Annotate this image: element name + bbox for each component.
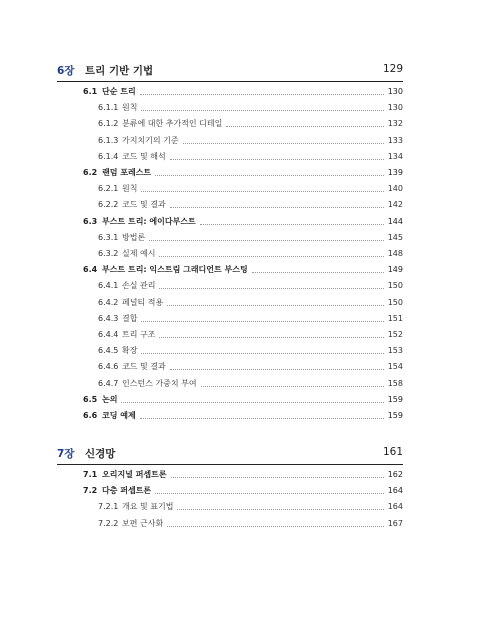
section-title: 부스트 트리: 익스트림 그래디언트 부스팅 — [102, 265, 248, 275]
section-page: 164 — [387, 502, 403, 512]
section-page: 162 — [387, 470, 403, 479]
section-page: 130 — [387, 87, 403, 96]
section-number: 6.3.1 — [98, 232, 119, 242]
toc-entry — [83, 483, 403, 496]
toc-entry — [83, 408, 403, 421]
section-number: 6.4.5 — [98, 346, 119, 356]
section-page: 153 — [387, 346, 403, 356]
dot-leader — [167, 304, 384, 306]
toc-entry — [83, 84, 403, 97]
section-number: 7.2.2 — [98, 518, 119, 528]
section-page: 132 — [387, 119, 403, 129]
toc-entry — [83, 467, 403, 480]
toc-entry — [98, 116, 403, 129]
section-number: 6.2.1 — [98, 184, 119, 194]
chapter-heading — [57, 446, 403, 465]
dot-leader — [140, 417, 384, 419]
section-number: 7.2 — [83, 486, 98, 496]
section-number: 6.5 — [83, 394, 98, 404]
chapter-title: 트리 기반 기법 — [85, 65, 154, 77]
section-page: 145 — [387, 232, 403, 242]
section-number: 6.1.1 — [98, 103, 119, 113]
toc-entry — [98, 246, 403, 259]
toc-entry — [98, 359, 403, 372]
dot-leader — [226, 125, 383, 127]
section-number: 6.3 — [83, 216, 98, 226]
dot-leader — [159, 336, 383, 338]
section-title: 페널티 적용 — [122, 297, 164, 307]
section-page: 159 — [387, 394, 403, 404]
section-title: 트리 구조 — [122, 330, 156, 339]
section-page: 151 — [387, 313, 403, 323]
section-number: 6.1 — [83, 87, 98, 96]
section-page: 149 — [387, 265, 403, 275]
dot-leader — [170, 206, 384, 208]
chapter-number: 6장 — [57, 65, 75, 77]
section-title: 랜덤 포레스트 — [102, 168, 152, 177]
section-number: 6.4.2 — [98, 297, 119, 307]
toc-entry — [98, 133, 403, 146]
section-page: 164 — [387, 486, 403, 496]
dot-leader — [159, 255, 383, 257]
section-title: 원칙 — [122, 184, 138, 194]
section-number: 6.4.1 — [98, 281, 119, 291]
dot-leader — [170, 368, 384, 370]
section-title: 원칙 — [122, 103, 138, 113]
dot-leader — [141, 109, 383, 111]
dot-leader — [201, 385, 384, 387]
section-title: 보편 근사화 — [122, 518, 164, 528]
section-title: 다층 퍼셉트론 — [102, 486, 152, 496]
toc-entry — [98, 376, 403, 389]
toc-entry — [98, 516, 403, 529]
section-title: 인스턴스 가중치 부여 — [122, 378, 197, 388]
section-page: 150 — [387, 297, 403, 307]
toc-entry — [98, 181, 403, 194]
section-title: 확장 — [122, 346, 138, 356]
section-page: 167 — [387, 518, 403, 528]
section-title: 방법론 — [122, 232, 146, 242]
toc-entry — [98, 499, 403, 512]
section-title: 결합 — [122, 313, 138, 323]
dot-leader — [155, 492, 384, 494]
dot-leader — [155, 174, 384, 176]
section-page: 134 — [387, 151, 403, 161]
toc-entry — [98, 197, 403, 210]
dot-leader — [171, 476, 384, 478]
toc-entry — [98, 100, 403, 113]
dot-leader — [170, 158, 384, 160]
section-title: 코드 및 해석 — [122, 151, 166, 161]
dot-leader — [200, 223, 384, 225]
dot-leader — [167, 525, 384, 527]
chapter-page: 161 — [382, 446, 403, 458]
section-number: 6.2 — [83, 168, 98, 177]
section-page: 158 — [387, 378, 403, 388]
section-page: 130 — [387, 103, 403, 113]
section-title: 실제 예시 — [122, 249, 156, 258]
section-number: 6.4.6 — [98, 362, 119, 372]
section-page: 152 — [387, 330, 403, 339]
section-title: 코딩 예제 — [102, 411, 136, 420]
section-number: 6.3.2 — [98, 249, 119, 258]
dot-leader — [177, 508, 383, 510]
toc-entry — [98, 311, 403, 324]
dot-leader — [140, 93, 384, 95]
section-number: 6.1.2 — [98, 119, 119, 129]
section-title: 오리지널 퍼셉트론 — [102, 470, 167, 479]
section-title: 단순 트리 — [102, 87, 136, 96]
section-page: 144 — [387, 216, 403, 226]
section-title: 개요 및 표기법 — [122, 502, 174, 512]
section-title: 코드 및 결과 — [122, 200, 166, 210]
section-number: 6.2.2 — [98, 200, 119, 210]
dot-leader — [252, 271, 384, 273]
section-page: 150 — [387, 281, 403, 291]
section-page: 159 — [387, 411, 403, 420]
section-title: 부스트 트리: 에이다부스트 — [102, 216, 196, 226]
toc-entry — [98, 278, 403, 291]
dot-leader — [141, 190, 383, 192]
section-number: 7.1 — [83, 470, 98, 479]
toc-entry — [98, 230, 403, 243]
section-number: 6.4 — [83, 265, 98, 275]
section-page: 139 — [387, 168, 403, 177]
section-title: 가지치기의 기준 — [122, 135, 179, 145]
section-number: 7.2.1 — [98, 502, 119, 512]
chapter-heading — [57, 63, 403, 82]
section-page: 142 — [387, 200, 403, 210]
toc-entry — [83, 262, 403, 275]
section-number: 6.1.4 — [98, 151, 119, 161]
toc-entry — [83, 165, 403, 178]
chapter-number: 7장 — [57, 448, 75, 460]
section-title: 논의 — [102, 394, 118, 404]
dot-leader — [183, 142, 384, 144]
toc-entry — [83, 392, 403, 405]
toc-entry — [98, 343, 403, 356]
dot-leader — [141, 352, 383, 354]
section-page: 148 — [387, 249, 403, 258]
toc-entry — [98, 327, 403, 340]
section-number: 6.6 — [83, 411, 98, 420]
section-page: 133 — [387, 135, 403, 145]
toc-entry — [98, 295, 403, 308]
dot-leader — [121, 401, 383, 403]
section-number: 6.4.4 — [98, 330, 119, 339]
section-title: 손실 관리 — [122, 281, 156, 291]
section-number: 6.1.3 — [98, 135, 119, 145]
dot-leader — [159, 287, 383, 289]
section-title: 코드 및 결과 — [122, 362, 166, 372]
chapter-title: 신경망 — [85, 448, 116, 460]
section-number: 6.4.3 — [98, 313, 119, 323]
toc-entry — [83, 214, 403, 227]
section-number: 6.4.7 — [98, 378, 119, 388]
dot-leader — [149, 239, 384, 241]
chapter-page: 129 — [382, 63, 403, 75]
toc-entry — [98, 149, 403, 162]
section-page: 154 — [387, 362, 403, 372]
section-page: 140 — [387, 184, 403, 194]
section-title: 분류에 대한 추가적인 디테일 — [122, 119, 223, 129]
dot-leader — [141, 320, 383, 322]
